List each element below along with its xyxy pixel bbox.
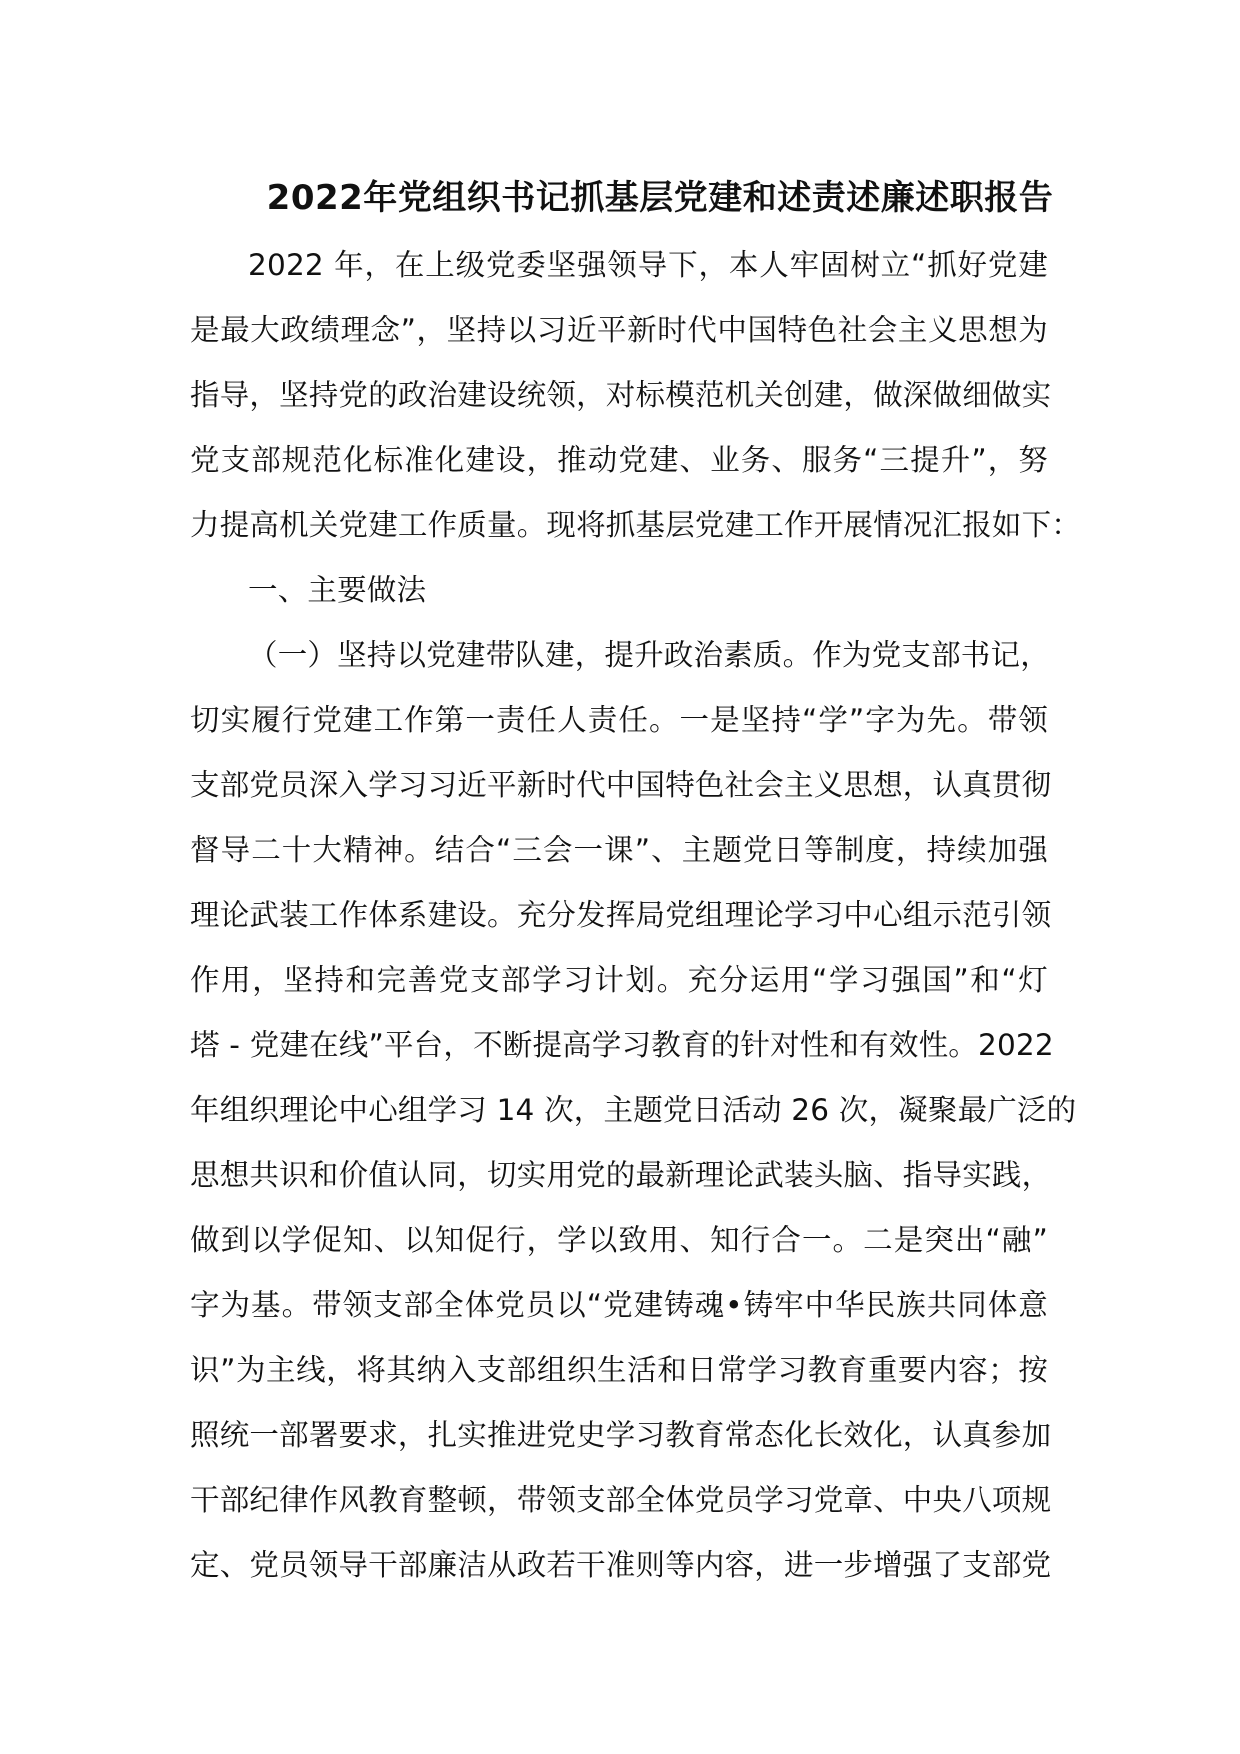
paragraph-line: （一）坚持以党建带队建，提升政治素质。作为党支部书记， [248, 638, 1050, 672]
paragraph-line: 支部党员深入学习习近平新时代中国特色社会主义思想，认真贯彻 [190, 768, 1052, 802]
paragraph-line: 党支部规范化标准化建设，推动党建、业务、服务“三提升”，努 [190, 443, 1048, 477]
document-body [190, 233, 1082, 1598]
paragraph-line: 塔 - 党建在线”平台，不断提高学习教育的针对性和有效性。2022 [190, 1028, 1054, 1062]
paragraph-line: 思想共识和价值认同，切实用党的最新理论武装头脑、指导实践， [190, 1158, 1052, 1192]
paragraph-line: 做到以学促知、以知促行，学以致用、知行合一。二是突出“融” [190, 1223, 1048, 1257]
paragraph-line: 识”为主线，将其纳入支部组织生活和日常学习教育重要内容；按 [190, 1353, 1048, 1387]
paragraph-line: 定、党员领导干部廉洁从政若干准则等内容，进一步增强了支部党 [190, 1548, 1052, 1582]
document-title: 2022年党组织书记抓基层党建和述责述廉述职报告 [266, 178, 1054, 218]
paragraph-line: 是最大政绩理念”，坚持以习近平新时代中国特色社会主义思想为 [190, 313, 1048, 347]
paragraph-line: 切实履行党建工作第一责任人责任。一是坚持“学”字为先。带领 [190, 703, 1048, 737]
section-heading: 一、主要做法 [248, 573, 427, 607]
paragraph-line: 干部纪律作风教育整顿，带领支部全体党员学习党章、中央八项规 [190, 1483, 1052, 1517]
paragraph-line: 督导二十大精神。结合“三会一课”、主题党日等制度，持续加强 [190, 833, 1048, 867]
paragraph-line: 作用，坚持和完善党支部学习计划。充分运用“学习强国”和“灯 [190, 963, 1048, 997]
paragraph-line: 照统一部署要求，扎实推进党史学习教育常态化长效化，认真参加 [190, 1418, 1052, 1452]
paragraph-line: 年组织理论中心组学习 14 次，主题党日活动 26 次，凝聚最广泛的 [190, 1093, 1077, 1127]
paragraph-line: 字为基。带领支部全体党员以“党建铸魂•铸牢中华民族共同体意 [190, 1288, 1048, 1322]
paragraph-line: 理论武装工作体系建设。充分发挥局党组理论学习中心组示范引领 [190, 898, 1052, 932]
paragraph-line: 2022 年，在上级党委坚强领导下，本人牢固树立“抓好党建 [248, 248, 1048, 282]
paragraph-line: 指导，坚持党的政治建设统领，对标模范机关创建，做深做细做实 [190, 378, 1052, 412]
paragraph-line: 力提高机关党建工作质量。现将抓基层党建工作开展情况汇报如下： [190, 508, 1082, 542]
